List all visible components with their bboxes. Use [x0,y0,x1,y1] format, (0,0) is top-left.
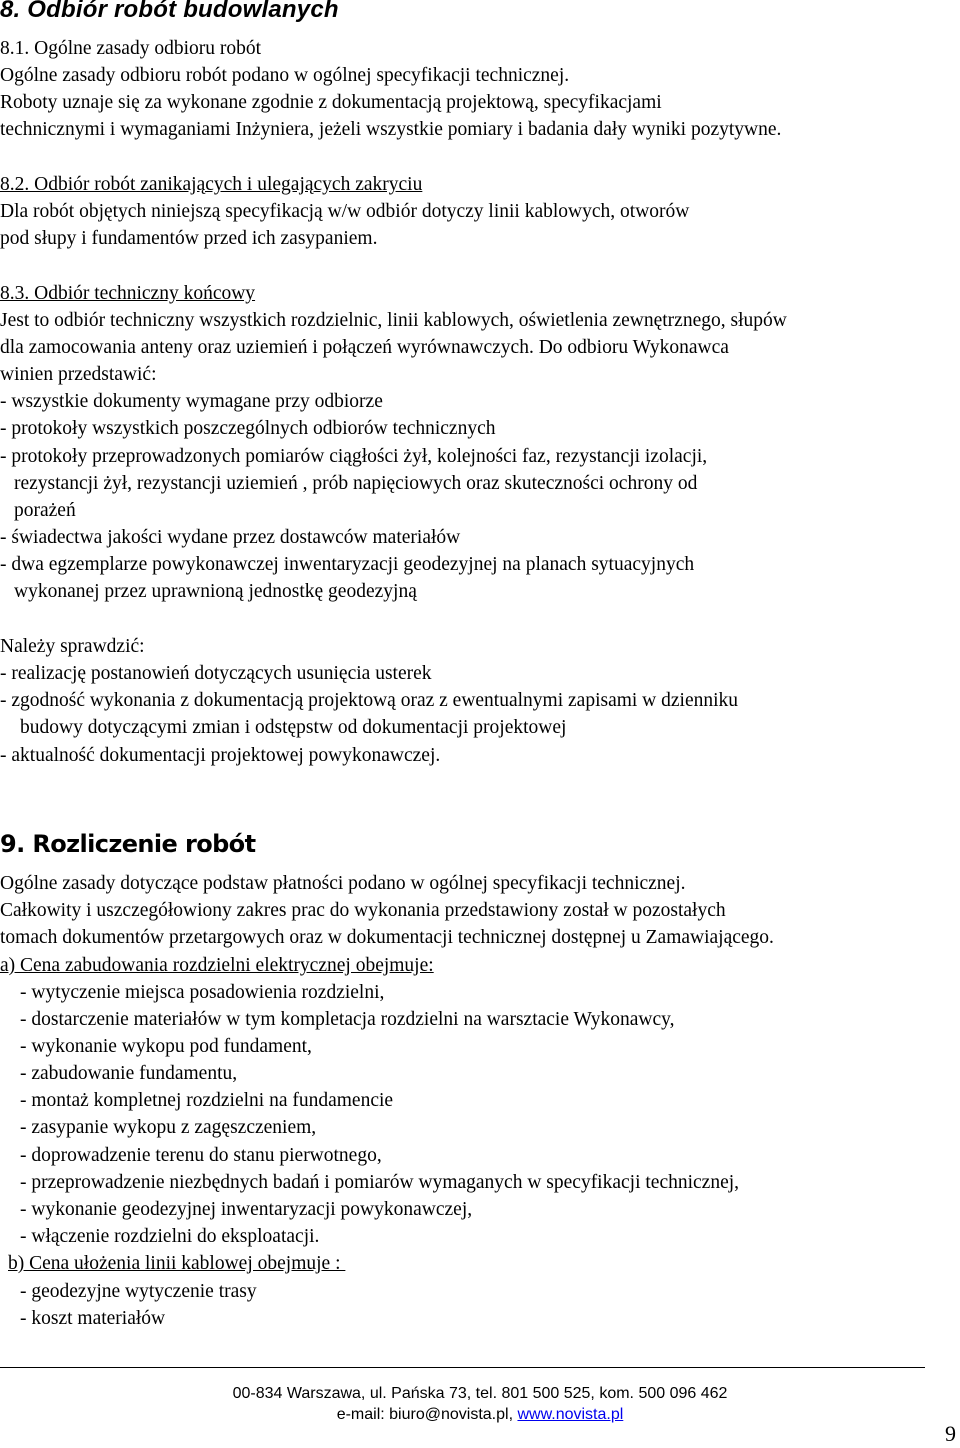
list-item: - doprowadzenie terenu do stanu pierwotnego, [20,1145,382,1166]
paragraph-line: Ogólne zasady odbioru robót podano w ogólnej specyfikacji technicznej. [0,65,570,86]
footer-address: 00-834 Warszawa, ul. Pańska 73, tel. 801 500 525, kom. 500 096 462 [232,1385,728,1402]
paragraph-line: dla zamocowania anteny oraz uziemień i połączeń wyrównawczych. Do odbioru Wykonawca [0,337,729,358]
section-8-1-heading: 8.1. Ogólne zasady odbioru robót [0,38,262,59]
list-item: - wykonanie wykopu pod fundament, [20,1036,312,1057]
footer-divider [0,1367,925,1368]
footer-contact [0,1404,960,1425]
list-item: - wytyczenie miejsca posadowienia rozdzielni, [20,982,385,1003]
list-item-continuation: wykonanej przez uprawnioną jednostkę geodezyjną [14,581,417,602]
list-item: - zasypanie wykopu z zagęszczeniem, [20,1117,317,1138]
list-item: - włączenie rozdzielni do eksploatacji. [20,1226,320,1247]
footer-email: e-mail: biuro@novista.pl, [336,1406,518,1423]
paragraph-line: Ogólne zasady dotyczące podstaw płatności podano w ogólnej specyfikacji technicznej. [0,873,686,894]
list-item: - zabudowanie fundamentu, [20,1063,238,1084]
section-8-2-heading-text: 8.2. Odbiór robót zanikających i ulegających zakryciu [0,174,423,195]
paragraph-line: Roboty uznaje się za wykonane zgodnie z dokumentacją projektową, specyfikacjami [0,92,662,113]
list-item: - dostarczenie materiałów w tym kompletacja rozdzielni na warsztacie Wykonawcy, [20,1009,675,1030]
paragraph-line: pod słupy i fundamentów przed ich zasypaniem. [0,228,378,249]
list-item: - dwa egzemplarze powykonawczej inwentaryzacji geodezyjnej na planach sytuacyjnych [0,554,695,575]
list-item: - wszystkie dokumenty wymagane przy odbiorze [0,391,383,412]
list-item: - protokoły wszystkich poszczególnych odbiorów technicznych [0,418,496,439]
paragraph-line: Całkowity i uszczegółowiony zakres prac do wykonania przedstawiony został w pozostałych [0,900,726,921]
paragraph-line: technicznymi i wymaganiami Inżyniera, jeżeli wszystkie pomiary i badania dały wyniki pozytywne. [0,119,782,140]
list-item: - zgodność wykonania z dokumentacją projektową oraz z ewentualnymi zapisami w dzienniku [0,690,739,711]
section-8-3-heading-text: 8.3. Odbiór techniczny końcowy [0,283,256,304]
list-item: - koszt materiałów [20,1308,166,1329]
page-number: 9 [945,1421,956,1446]
section-8-2-heading [0,171,422,198]
footer-website-link[interactable]: www.novista.pl [517,1406,624,1423]
subsection-b-heading [8,1250,345,1277]
list-item: - geodezyjne wytyczenie trasy [20,1281,257,1302]
list-item: - realizację postanowień dotyczących usunięcia usterek [0,663,432,684]
list-item-continuation: rezystancji żył, rezystancji uziemień , prób napięciowych oraz skuteczności ochrony od [14,473,698,494]
list-item-continuation: budowy dotyczącymi zmian i odstępstw od dokumentacji projektowej [20,717,567,738]
list-item: - montaż kompletnej rozdzielni na fundamencie [20,1090,394,1111]
section-8-3-heading [0,280,255,307]
subsection-a-heading-text: a) Cena zabudowania rozdzielni elektrycznej obejmuje: [0,955,434,976]
list-item: - wykonanie geodezyjnej inwentaryzacji powykonawczej, [20,1199,473,1220]
subsection-a-heading [0,952,434,979]
list-item: - świadectwa jakości wydane przez dostawców materiałów [0,527,461,548]
list-item: - protokoły przeprowadzonych pomiarów ciągłości żył, kolejności faz, rezystancji izolacji, [0,446,708,467]
paragraph-line: Jest to odbiór techniczny wszystkich rozdzielnic, linii kablowych, oświetlenia zewnętrznego, słupów [0,310,787,331]
section-8-title: 8. Odbiór robót budowlanych [0,0,339,23]
paragraph-line: tomach dokumentów przetargowych oraz w dokumentacji technicznej dostępnej u Zamawiającego. [0,927,774,948]
paragraph-line: Dla robót objętych niniejszą specyfikacją w/w odbiór dotyczy linii kablowych, otworów [0,201,690,222]
paragraph-line: winien przedstawić: [0,364,157,385]
section-9-title: 9. Rozliczenie robót [0,830,256,858]
list-item-continuation: porażeń [14,500,76,521]
subsection-b-heading-text: b) Cena ułożenia linii kablowej obejmuje : [8,1253,346,1274]
check-title: Należy sprawdzić: [0,636,145,657]
list-item: - przeprowadzenie niezbędnych badań i pomiarów wymaganych w specyfikacji technicznej, [20,1172,740,1193]
list-item: - aktualność dokumentacji projektowej powykonawczej. [0,745,441,766]
